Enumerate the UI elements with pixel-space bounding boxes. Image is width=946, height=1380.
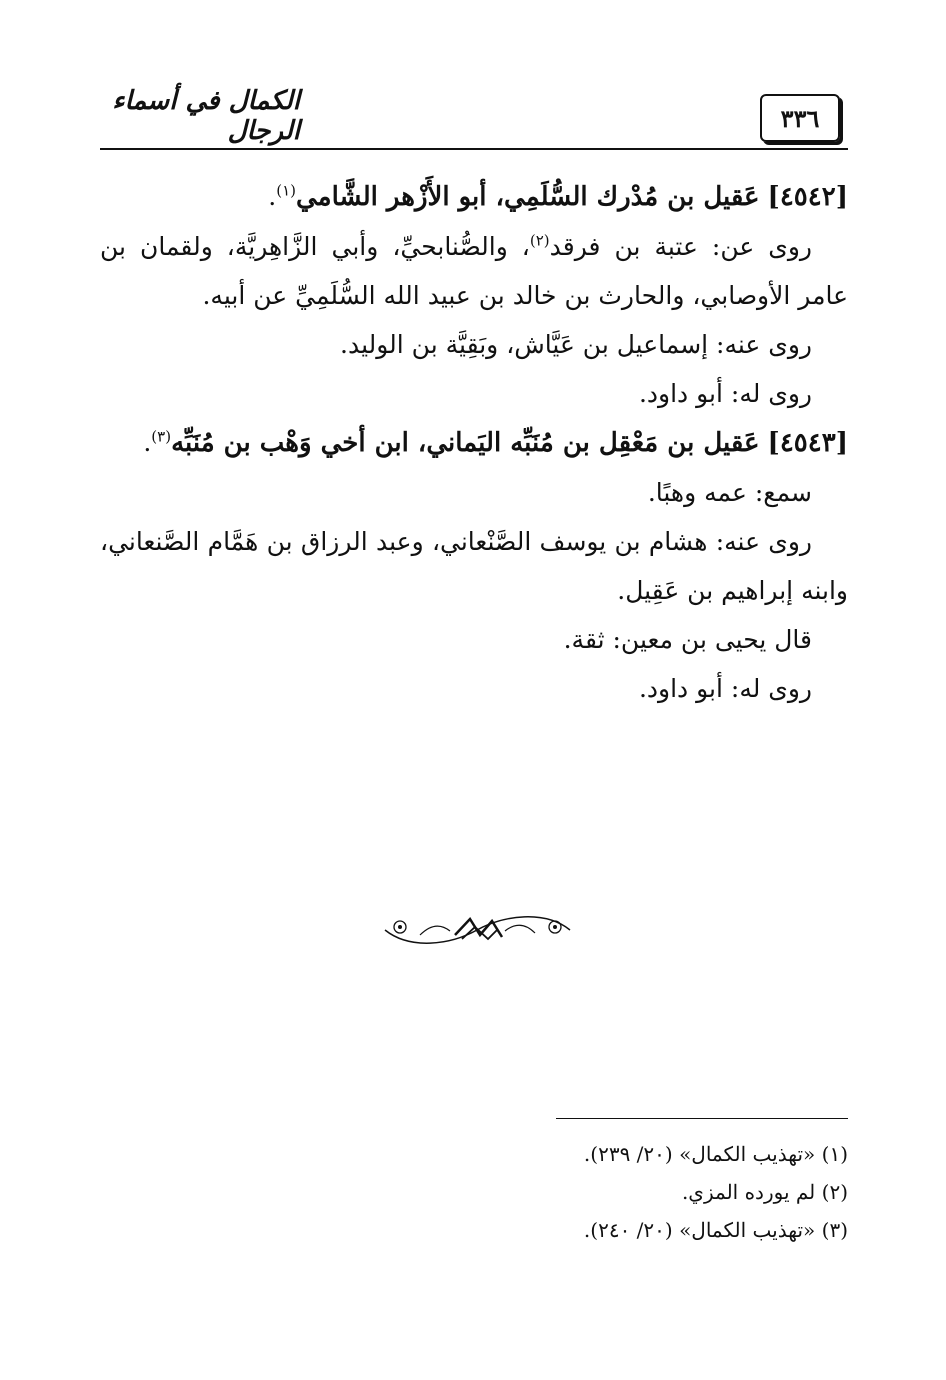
entry-name: عَقيل بن مُدْرك السُّلَمِي، أبو الأَزْهر الشَّامي <box>296 182 760 212</box>
entry-number: [٤٥٤٢] <box>767 182 848 212</box>
footnote-divider <box>556 1118 848 1119</box>
header-divider <box>100 148 848 150</box>
floral-divider-icon <box>380 905 575 955</box>
footnote-ref: (١) <box>276 181 296 200</box>
entry-paragraph: روى عنه: إسماعيل بن عَيَّاش، وبَقِيَّة بن الوليد. <box>340 330 812 359</box>
footnote: (٢) لم يورده المزي. <box>681 1180 848 1204</box>
entry-number: [٤٥٤٣] <box>767 428 848 458</box>
entry-paragraph: سمع: عمه وهبًا. <box>647 478 812 507</box>
entry-paragraph: روى له: أبو داود. <box>638 379 812 408</box>
page-number: ٣٣٦ <box>760 94 840 142</box>
entry-heading <box>100 172 848 222</box>
footnote: (١) «تهذيب الكمال» (٢٠/ ٢٣٩). <box>583 1142 848 1166</box>
entry-paragraph: روى عنه: هشام بن يوسف الصَّنْعاني، وعبد الرزاق بن هَمَّام الصَّنعاني، وابنه إبراهيم بن عَقِيل. <box>100 527 848 605</box>
entry-text: ، والصُّنابحيِّ، وأبي الزَّاهِريَّة، ولقمان بن عامر الأوصابي، والحارث بن خالد بن عبيد الله السُّلَمِيِّ عن أبيه. <box>100 232 848 310</box>
entry-name: عَقيل بن مَعْقِل بن مُنَبِّه اليَماني، ابن أخي وَهْب بن مُنَبِّه <box>171 428 760 458</box>
entry-heading <box>100 418 848 468</box>
entry-paragraph: قال يحيى بن معين: ثقة. <box>563 625 812 654</box>
main-text <box>100 172 848 713</box>
entry-name-end: . <box>268 182 277 211</box>
footnote: (٣) «تهذيب الكمال» (٢٠/ ٢٤٠). <box>583 1218 848 1242</box>
footnote-ref: (٢) <box>529 231 550 250</box>
entry-paragraph <box>100 222 848 320</box>
entry-name-end: . <box>143 428 152 457</box>
book-title: الكمال في أسماء الرجال <box>112 86 300 146</box>
footnotes <box>470 1135 848 1249</box>
entry-text: روى عن: عتبة بن فرقد <box>549 232 812 261</box>
footnote-ref: (٣) <box>151 427 172 446</box>
page-header <box>100 86 848 150</box>
entry-paragraph: روى له: أبو داود. <box>638 674 812 703</box>
